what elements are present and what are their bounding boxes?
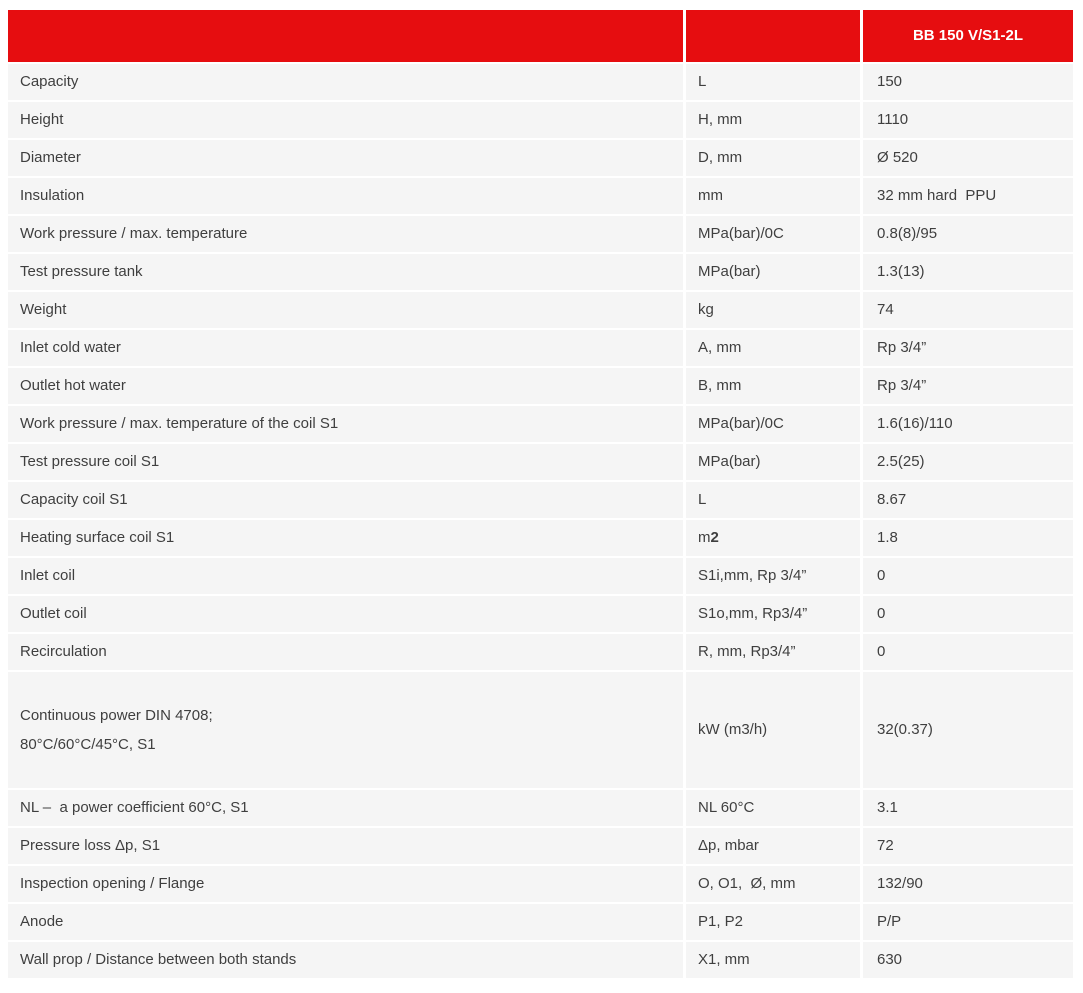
spec-row-label: Work pressure / max. temperature of the coil S1 (8, 406, 683, 442)
spec-row-unit: S1i,mm, Rp 3/4” (686, 558, 860, 594)
spec-row-value: 8.67 (863, 482, 1073, 518)
spec-row-unit: m 2 (686, 520, 860, 556)
spec-row-label: Heating surface coil S1 (8, 520, 683, 556)
spec-row-unit: MPa(bar)/0C (686, 216, 860, 252)
spec-row-label-line: 80°C/60°C/45°C, S1 (20, 735, 156, 753)
spec-row-value: Ø 520 (863, 140, 1073, 176)
spec-row-label (8, 672, 683, 788)
spec-row-value: 2.5(25) (863, 444, 1073, 480)
spec-row-label: Diameter (8, 140, 683, 176)
spec-row-unit: MPa(bar) (686, 444, 860, 480)
spec-row-unit-bold-part: 2 (710, 529, 719, 546)
spec-row-unit: MPa(bar) (686, 254, 860, 290)
spec-row-value: Rp 3/4” (863, 330, 1073, 366)
spec-row-label: Inspection opening / Flange (8, 866, 683, 902)
spec-row-value: 74 (863, 292, 1073, 328)
spec-row-label: Pressure loss Δp, S1 (8, 828, 683, 864)
spec-row-unit: P1, P2 (686, 904, 860, 940)
spec-row-value: 150 (863, 64, 1073, 100)
spec-row-value: 1110 (863, 102, 1073, 138)
spec-row-unit: D, mm (686, 140, 860, 176)
spec-row-label: Inlet coil (8, 558, 683, 594)
spec-row-label: Recirculation (8, 634, 683, 670)
spec-row-label-line: Continuous power DIN 4708; (20, 706, 213, 724)
spec-row-unit: L (686, 64, 860, 100)
spec-row-value: 3.1 (863, 790, 1073, 826)
spec-row-unit: X1, mm (686, 942, 860, 978)
spec-row-value: 0 (863, 558, 1073, 594)
header-cell-product (863, 10, 1073, 62)
spec-row-value: 72 (863, 828, 1073, 864)
spec-row-label: Inlet cold water (8, 330, 683, 366)
spec-row-label: Work pressure / max. temperature (8, 216, 683, 252)
spec-row-unit: R, mm, Rp3/4” (686, 634, 860, 670)
spec-row-value: 32 mm hard PPU (863, 178, 1073, 214)
spec-row-label: Weight (8, 292, 683, 328)
spec-row-unit: NL 60°C (686, 790, 860, 826)
spec-row-value: 1.3(13) (863, 254, 1073, 290)
spec-table (8, 10, 1073, 978)
spec-row-label: Capacity (8, 64, 683, 100)
spec-row-label: Wall prop / Distance between both stands (8, 942, 683, 978)
spec-row-label: Insulation (8, 178, 683, 214)
spec-row-label: Test pressure tank (8, 254, 683, 290)
spec-row-value: 0.8(8)/95 (863, 216, 1073, 252)
spec-row-value: 1.8 (863, 520, 1073, 556)
product-model-title: BB 150 V/S1-2L (912, 27, 1024, 44)
spec-row-unit: A, mm (686, 330, 860, 366)
spec-row-label: Capacity coil S1 (8, 482, 683, 518)
spec-row-unit: kW (m3/h) (686, 672, 860, 788)
spec-row-value: 132/90 (863, 866, 1073, 902)
spec-row-value: 630 (863, 942, 1073, 978)
spec-row-unit: mm (686, 178, 860, 214)
spec-row-label: Anode (8, 904, 683, 940)
spec-row-unit: B, mm (686, 368, 860, 404)
spec-row-label: NL – a power coefficient 60°C, S1 (8, 790, 683, 826)
spec-row-value: 0 (863, 596, 1073, 632)
header-cell-unit (686, 10, 860, 62)
spec-row-value: P/P (863, 904, 1073, 940)
spec-row-value: Rp 3/4” (863, 368, 1073, 404)
spec-row-unit: S1o,mm, Rp3/4” (686, 596, 860, 632)
spec-row-label: Height (8, 102, 683, 138)
spec-row-label: Outlet coil (8, 596, 683, 632)
spec-row-unit: kg (686, 292, 860, 328)
spec-row-unit: L (686, 482, 860, 518)
spec-row-unit: Δp, mbar (686, 828, 860, 864)
spec-row-label-lines (20, 706, 213, 755)
spec-row-unit: H, mm (686, 102, 860, 138)
spec-row-value: 32(0.37) (863, 672, 1073, 788)
spec-row-value: 1.6(16)/110 (863, 406, 1073, 442)
spec-row-label: Outlet hot water (8, 368, 683, 404)
spec-row-unit: MPa(bar)/0C (686, 406, 860, 442)
spec-row-unit: O, O1, Ø, mm (686, 866, 860, 902)
header-cell-parameter (8, 10, 683, 62)
spec-row-value: 0 (863, 634, 1073, 670)
spec-row-label: Test pressure coil S1 (8, 444, 683, 480)
